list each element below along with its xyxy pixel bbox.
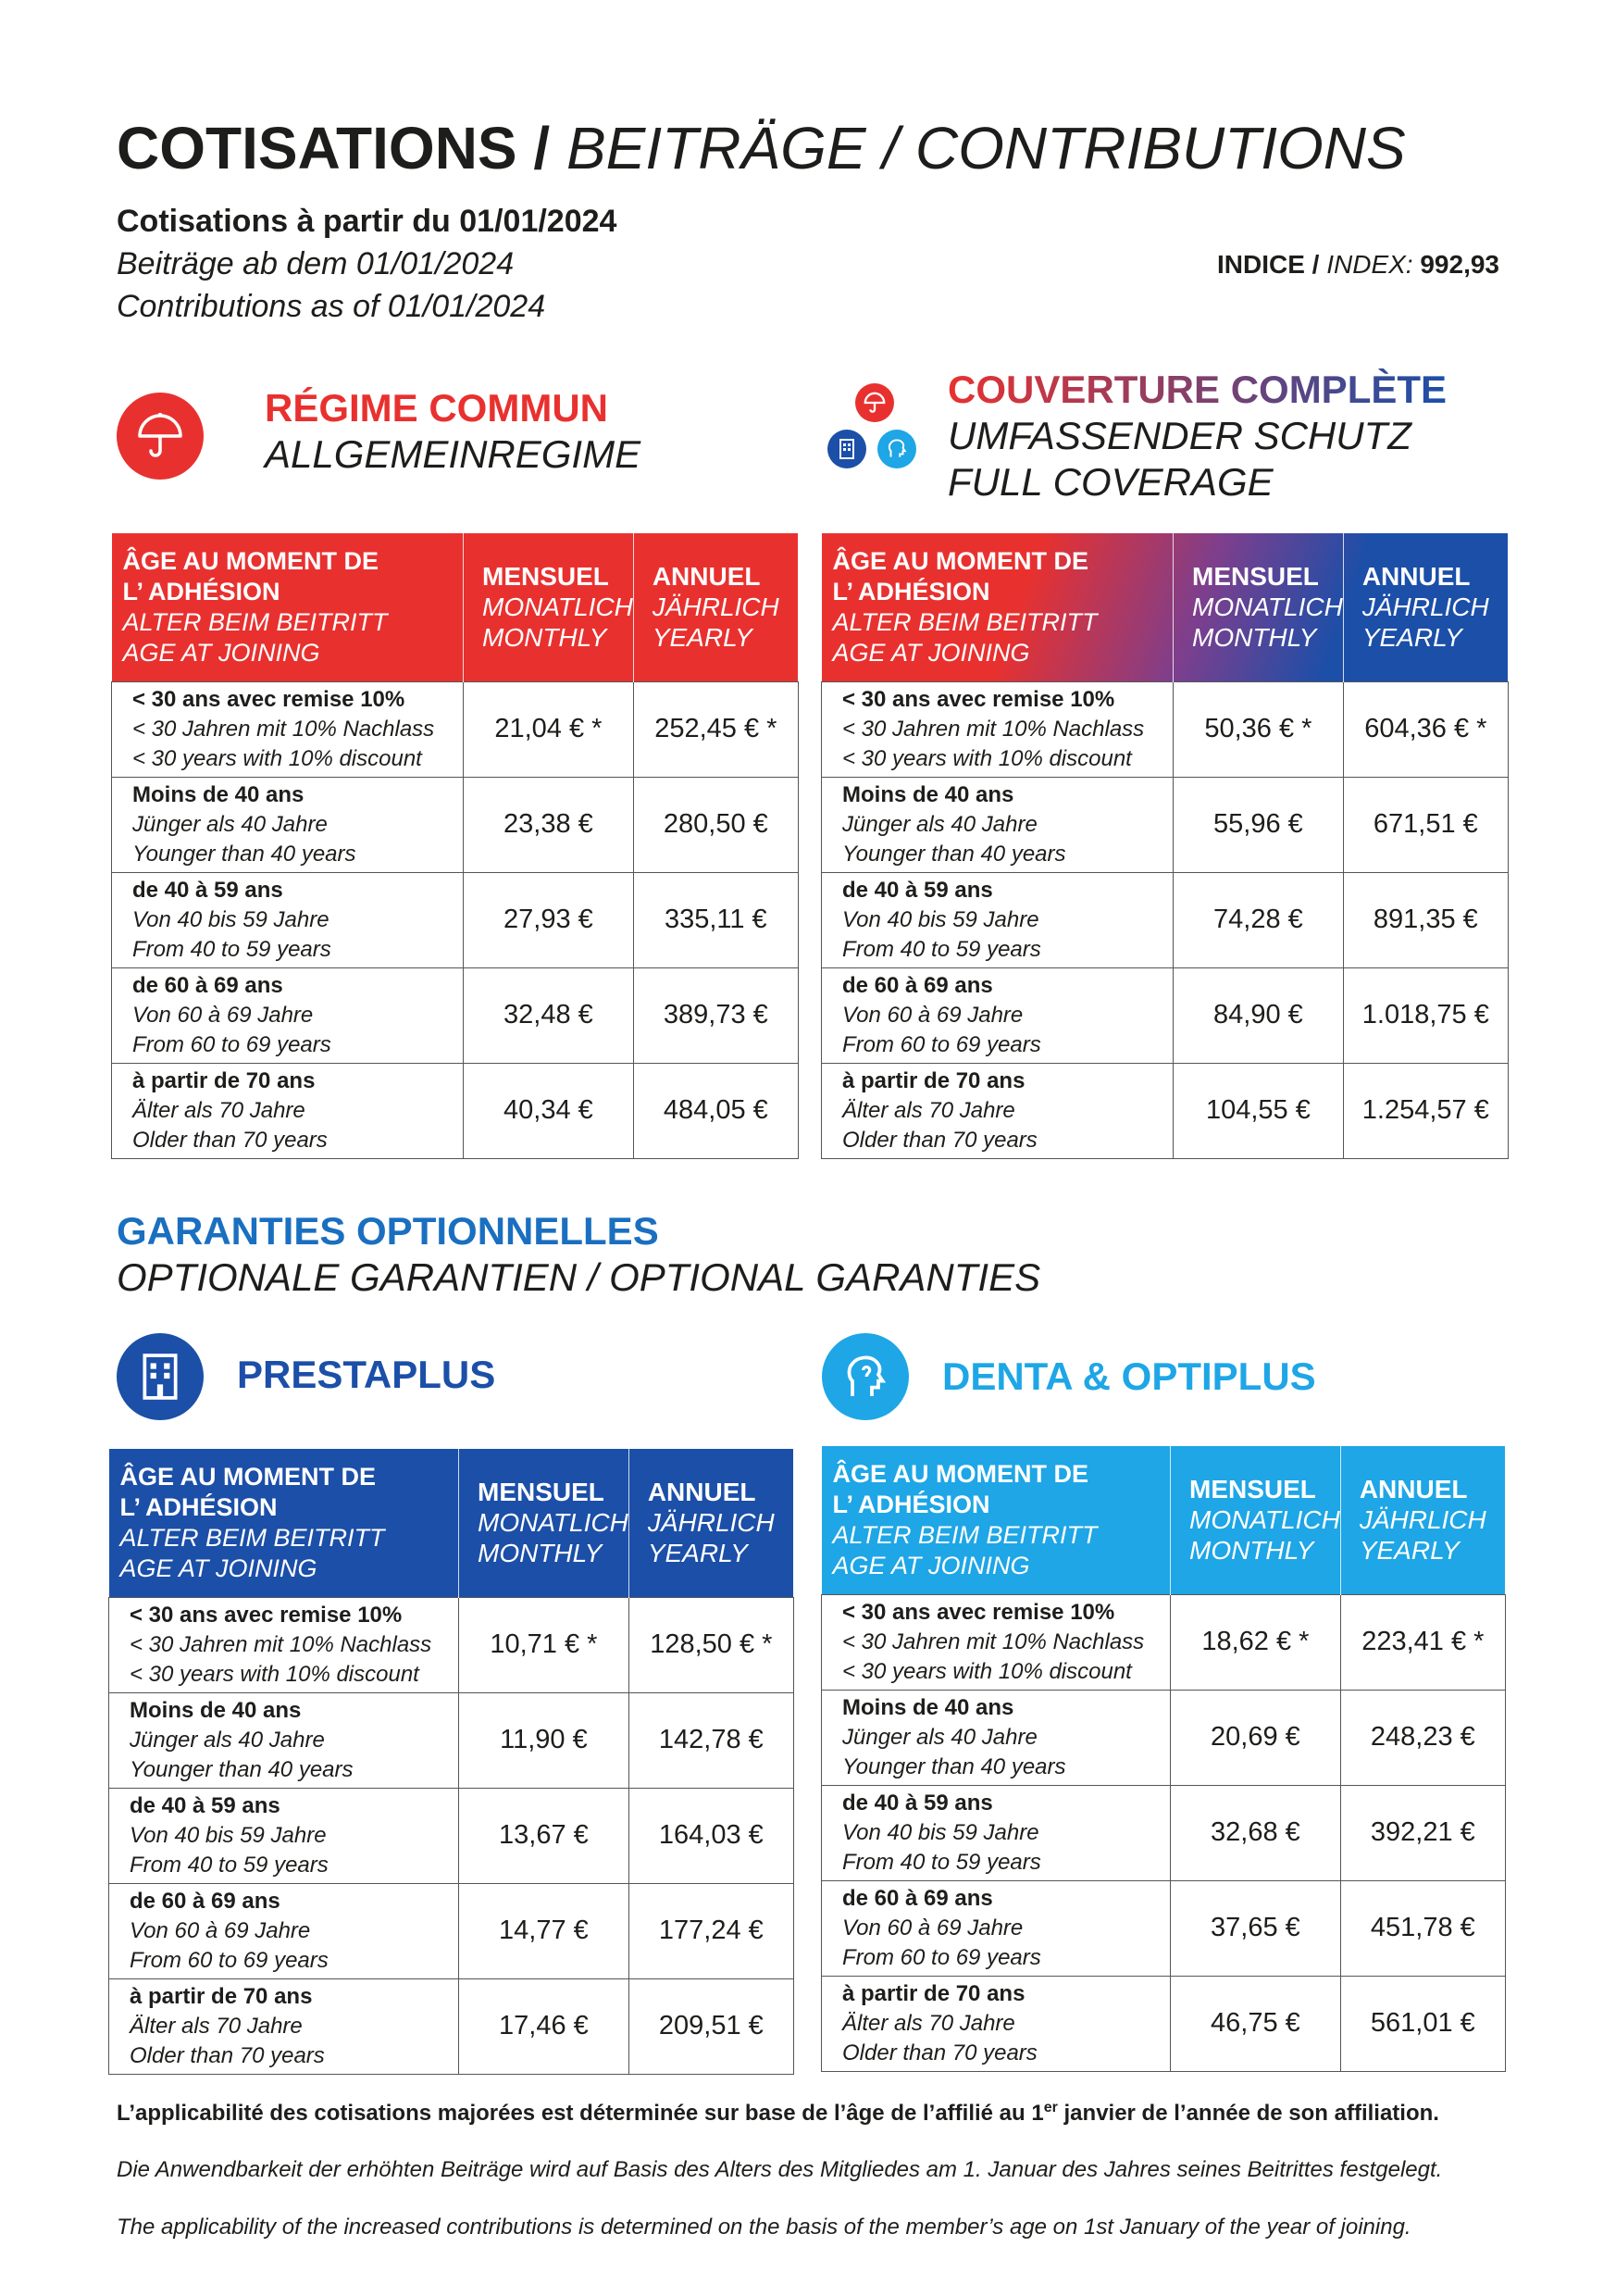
yearly-column-header (1343, 533, 1508, 681)
denta-heading (942, 1354, 1316, 1400)
yearly-amount-cell: 604,36 € * (1343, 681, 1508, 777)
monthly-amount-cell: 74,28 € (1174, 872, 1344, 967)
age-column-header (109, 1449, 459, 1597)
yearly-amount-cell: 671,51 € (1343, 777, 1508, 872)
age-header-line: AGE AT JOINING (832, 638, 1030, 667)
age-bracket-fr: à partir de 70 ans (132, 1067, 316, 1093)
table-row (822, 1976, 1506, 2071)
age-bracket-cell (112, 777, 464, 872)
age-bracket-de: Von 40 bis 59 Jahre (842, 906, 1039, 932)
yearly-amount-cell: 177,24 € (628, 1883, 793, 1978)
monthly-amount-cell: 37,65 € (1171, 1880, 1341, 1976)
yearly-amount-cell: 389,73 € (633, 967, 798, 1063)
age-bracket-de: Jünger als 40 Jahre (132, 811, 328, 837)
age-bracket-cell (109, 1692, 459, 1788)
monthly-amount-cell: 104,55 € (1174, 1063, 1344, 1158)
age-bracket-de: Älter als 70 Jahre (132, 1097, 305, 1123)
yearly-amount-cell: 392,21 € (1340, 1785, 1505, 1880)
date-de: Beiträge ab dem 01/01/2024 (117, 246, 515, 281)
age-bracket-en: From 40 to 59 years (842, 1849, 1041, 1875)
age-bracket-fr: de 40 à 59 ans (842, 877, 993, 903)
yearly-amount-cell: 451,78 € (1340, 1880, 1505, 1976)
monthly-amount-cell: 40,34 € (464, 1063, 634, 1158)
date-fr: Cotisations à partir du 01/01/2024 (117, 204, 617, 239)
age-bracket-de: Von 40 bis 59 Jahre (130, 1822, 327, 1848)
monthly-column-header (464, 533, 634, 681)
age-bracket-en: < 30 years with 10% discount (132, 745, 422, 771)
age-header-line: ÂGE AU MOMENT DE (832, 1459, 1088, 1488)
age-header-line: L’ ADHÉSION (122, 577, 280, 605)
age-bracket-fr: Moins de 40 ans (842, 781, 1014, 807)
column-header-line: ANNUEL (1359, 1475, 1468, 1504)
yearly-column-header (633, 533, 798, 681)
age-bracket-cell (109, 1597, 459, 1692)
umbrella-icon (117, 393, 204, 480)
head-profile-icon (877, 430, 916, 468)
age-bracket-de: Von 60 à 69 Jahre (842, 1002, 1024, 1028)
yearly-amount-cell: 209,51 € (628, 1978, 793, 2074)
age-bracket-cell (822, 872, 1174, 967)
yearly-amount-cell: 484,05 € (633, 1063, 798, 1158)
regime-commun-table (111, 533, 799, 1159)
yearly-amount-cell: 335,11 € (633, 872, 798, 967)
yearly-amount-cell: 248,23 € (1340, 1690, 1505, 1785)
optional-title-fr: GARANTIES OPTIONNELLES (117, 1209, 659, 1253)
age-header-line: ÂGE AU MOMENT DE (832, 546, 1088, 575)
column-header-line: MONTHLY (1192, 623, 1317, 653)
title-bold: COTISATIONS / (117, 115, 551, 181)
yearly-amount-cell: 223,41 € * (1340, 1594, 1505, 1690)
age-bracket-de: < 30 Jahren mit 10% Nachlass (842, 1628, 1145, 1654)
age-bracket-en: From 60 to 69 years (842, 1944, 1041, 1970)
age-bracket-fr: à partir de 70 ans (842, 1067, 1026, 1093)
table-header-row (822, 533, 1509, 681)
yearly-amount-cell: 1.018,75 € (1343, 967, 1508, 1063)
denta-table (821, 1446, 1506, 2072)
prestaplus-heading (237, 1352, 495, 1398)
age-header-line: L’ ADHÉSION (832, 1490, 990, 1518)
footnote-fr (117, 2100, 1439, 2127)
age-bracket-fr: < 30 ans avec remise 10% (842, 1599, 1115, 1625)
table-row (112, 967, 799, 1063)
age-bracket-en: From 60 to 69 years (132, 1031, 331, 1057)
monthly-amount-cell: 11,90 € (459, 1692, 629, 1788)
age-bracket-cell (822, 681, 1174, 777)
table-row (822, 1690, 1506, 1785)
monthly-column-header (459, 1449, 629, 1597)
regime-commun-heading (265, 385, 640, 478)
table-row (112, 681, 799, 777)
age-header-line: ALTER BEIM BEITRITT (119, 1523, 385, 1552)
monthly-amount-cell: 46,75 € (1171, 1976, 1341, 2071)
age-bracket-fr: < 30 ans avec remise 10% (132, 686, 405, 712)
monthly-amount-cell: 27,93 € (464, 872, 634, 967)
table-row (822, 1785, 1506, 1880)
column-header-line: JÄHRLICH (647, 1508, 775, 1538)
monthly-amount-cell: 10,71 € * (459, 1597, 629, 1692)
age-bracket-en: < 30 years with 10% discount (842, 745, 1132, 771)
age-bracket-en: From 60 to 69 years (130, 1947, 329, 1973)
monthly-amount-cell: 50,36 € * (1174, 681, 1344, 777)
age-bracket-de: Von 40 bis 59 Jahre (842, 1819, 1039, 1845)
age-bracket-cell (109, 1978, 459, 2074)
column-header-line: MENSUEL (482, 562, 609, 592)
footnote-fr-post: janvier de l’année de son affiliation. (1057, 2101, 1439, 2126)
age-bracket-cell (822, 1594, 1171, 1690)
age-bracket-fr: Moins de 40 ans (130, 1697, 302, 1723)
date-en: Contributions as of 01/01/2024 (117, 289, 546, 324)
column-header-line: YEARLY (652, 623, 752, 653)
table-row (109, 1597, 794, 1692)
table-row (822, 1880, 1506, 1976)
age-bracket-cell (109, 1883, 459, 1978)
optional-guarantees-heading (117, 1208, 1040, 1301)
column-header-line: MENSUEL (1192, 562, 1319, 592)
column-header-line: MONATLICH (1192, 593, 1343, 622)
monthly-amount-cell: 13,67 € (459, 1788, 629, 1883)
prestaplus-title: PRESTAPLUS (237, 1353, 496, 1396)
age-bracket-fr: Moins de 40 ans (132, 781, 305, 807)
monthly-column-header (1174, 533, 1344, 681)
age-bracket-en: Older than 70 years (842, 1127, 1038, 1153)
table-row (109, 1978, 794, 2074)
yearly-amount-cell: 1.254,57 € (1343, 1063, 1508, 1158)
monthly-amount-cell: 20,69 € (1171, 1690, 1341, 1785)
age-bracket-fr: de 60 à 69 ans (132, 972, 283, 998)
denta-title: DENTA & OPTIPLUS (942, 1354, 1316, 1398)
age-bracket-fr: de 60 à 69 ans (842, 972, 993, 998)
hospital-icon (827, 430, 866, 468)
table-row (109, 1692, 794, 1788)
age-bracket-en: Younger than 40 years (130, 1756, 354, 1782)
age-bracket-cell (112, 1063, 464, 1158)
column-header-line: MENSUEL (478, 1478, 604, 1507)
column-header-line: YEARLY (1361, 623, 1462, 653)
age-bracket-de: < 30 Jahren mit 10% Nachlass (842, 716, 1145, 742)
age-bracket-de: Jünger als 40 Jahre (130, 1727, 325, 1753)
table-row (822, 681, 1509, 777)
age-bracket-cell (822, 1880, 1171, 1976)
column-header-line: JÄHRLICH (652, 593, 779, 622)
monthly-amount-cell: 55,96 € (1174, 777, 1344, 872)
age-header-line: AGE AT JOINING (122, 638, 320, 667)
head-profile-icon (822, 1333, 909, 1420)
age-bracket-en: From 40 to 59 years (842, 936, 1041, 962)
table-header-row (109, 1449, 794, 1597)
monthly-column-header (1171, 1446, 1341, 1594)
age-bracket-cell (112, 967, 464, 1063)
age-bracket-cell (112, 681, 464, 777)
age-bracket-de: Jünger als 40 Jahre (842, 1724, 1038, 1750)
column-header-line: ANNUEL (652, 562, 761, 592)
age-bracket-cell (109, 1788, 459, 1883)
column-header-line: MONTHLY (478, 1539, 603, 1568)
age-header-line: L’ ADHÉSION (832, 577, 990, 605)
yearly-amount-cell: 252,45 € * (633, 681, 798, 777)
age-bracket-de: Älter als 70 Jahre (130, 2013, 303, 2039)
monthly-amount-cell: 32,68 € (1171, 1785, 1341, 1880)
column-header-line: ANNUEL (1361, 562, 1471, 592)
age-header-line: ALTER BEIM BEITRITT (832, 607, 1098, 636)
age-bracket-en: < 30 years with 10% discount (130, 1661, 419, 1687)
column-header-line: JÄHRLICH (1359, 1505, 1486, 1535)
age-header-line: ÂGE AU MOMENT DE (119, 1462, 376, 1491)
table-row (822, 1063, 1509, 1158)
column-header-line: MENSUEL (1189, 1475, 1316, 1504)
footnote-en: The applicability of the increased contributions is determined on the basis of the member’s age on 1st January of the year of joining. (117, 2215, 1411, 2240)
column-header-line: MONATLICH (1189, 1505, 1340, 1535)
table-row (112, 777, 799, 872)
table-header-row (112, 533, 799, 681)
table-row (822, 1594, 1506, 1690)
yearly-amount-cell: 128,50 € * (628, 1597, 793, 1692)
monthly-amount-cell: 18,62 € * (1171, 1594, 1341, 1690)
age-bracket-de: Von 60 à 69 Jahre (842, 1915, 1024, 1940)
age-header-line: AGE AT JOINING (119, 1554, 317, 1582)
age-bracket-cell (822, 1063, 1174, 1158)
column-header-line: MONTHLY (482, 623, 607, 653)
age-bracket-en: Older than 70 years (132, 1127, 328, 1153)
age-bracket-fr: Moins de 40 ans (842, 1694, 1014, 1720)
index-number: 992,93 (1412, 250, 1499, 279)
column-header-line: YEARLY (647, 1539, 748, 1568)
age-bracket-de: < 30 Jahren mit 10% Nachlass (130, 1631, 432, 1657)
age-bracket-en: From 60 to 69 years (842, 1031, 1041, 1057)
index-value (1217, 250, 1499, 280)
validity-dates (117, 200, 616, 328)
table-row (112, 872, 799, 967)
age-bracket-fr: à partir de 70 ans (842, 1980, 1026, 2006)
index-label-fr: INDICE / (1216, 250, 1320, 279)
table-row (822, 777, 1509, 872)
age-header-line: AGE AT JOINING (832, 1551, 1030, 1579)
regime-title-fr: RÉGIME COMMUN (265, 386, 608, 430)
prestaplus-table (108, 1449, 794, 2075)
footnote-fr-pre: L’applicabilité des cotisations majorées est déterminée sur base de l’âge de l’affilié au 1 (117, 2101, 1044, 2126)
yearly-column-header (1340, 1446, 1505, 1594)
yearly-amount-cell: 561,01 € (1340, 1976, 1505, 2071)
table-row (109, 1788, 794, 1883)
footnote-fr-sup: er (1043, 2100, 1058, 2115)
umbrella-icon (855, 383, 894, 422)
column-header-line: MONATLICH (478, 1508, 628, 1538)
age-bracket-fr: de 60 à 69 ans (130, 1888, 280, 1914)
age-bracket-en: Younger than 40 years (842, 841, 1066, 867)
monthly-amount-cell: 21,04 € * (464, 681, 634, 777)
table-row (822, 872, 1509, 967)
age-bracket-en: Younger than 40 years (842, 1753, 1066, 1779)
age-bracket-en: From 40 to 59 years (132, 936, 331, 962)
age-bracket-fr: < 30 ans avec remise 10% (842, 686, 1115, 712)
age-bracket-de: Älter als 70 Jahre (842, 1097, 1015, 1123)
age-bracket-en: From 40 to 59 years (130, 1852, 329, 1878)
age-bracket-de: Jünger als 40 Jahre (842, 811, 1038, 837)
age-bracket-en: Younger than 40 years (132, 841, 356, 867)
title-italic: BEITRÄGE / CONTRIBUTIONS (550, 115, 1406, 181)
age-bracket-cell (822, 777, 1174, 872)
age-header-line: ALTER BEIM BEITRITT (832, 1520, 1098, 1549)
full-coverage-heading (948, 367, 1447, 505)
monthly-amount-cell: 14,77 € (459, 1883, 629, 1978)
age-bracket-de: Von 60 à 69 Jahre (130, 1917, 311, 1943)
column-header-line: YEARLY (1359, 1536, 1460, 1566)
age-bracket-cell (822, 967, 1174, 1063)
table-row (822, 967, 1509, 1063)
monthly-amount-cell: 84,90 € (1174, 967, 1344, 1063)
full-title-fr: COUVERTURE COMPLÈTE (948, 368, 1448, 411)
age-bracket-cell (822, 1976, 1171, 2071)
column-header-line: MONTHLY (1189, 1536, 1314, 1566)
age-bracket-de: Von 40 bis 59 Jahre (132, 906, 329, 932)
age-bracket-fr: < 30 ans avec remise 10% (130, 1602, 403, 1628)
age-header-line: L’ ADHÉSION (119, 1492, 278, 1521)
monthly-amount-cell: 17,46 € (459, 1978, 629, 2074)
age-bracket-fr: à partir de 70 ans (130, 1983, 313, 2009)
yearly-amount-cell: 891,35 € (1343, 872, 1508, 967)
page-title (117, 111, 1406, 185)
age-bracket-de: Von 60 à 69 Jahre (132, 1002, 314, 1028)
footnote-de: Die Anwendbarkeit der erhöhten Beiträge wird auf Basis des Alters des Mitgliedes am 1. Januar des Jahres seines Beitrittes festgelegt. (117, 2157, 1443, 2182)
age-bracket-fr: de 40 à 59 ans (842, 1790, 993, 1816)
age-bracket-en: < 30 years with 10% discount (842, 1658, 1132, 1684)
age-bracket-cell (112, 872, 464, 967)
yearly-amount-cell: 142,78 € (628, 1692, 793, 1788)
monthly-amount-cell: 32,48 € (464, 967, 634, 1063)
age-bracket-de: < 30 Jahren mit 10% Nachlass (132, 716, 435, 742)
age-bracket-cell (822, 1785, 1171, 1880)
table-header-row (822, 1446, 1506, 1594)
age-bracket-fr: de 40 à 59 ans (130, 1792, 280, 1818)
age-bracket-de: Älter als 70 Jahre (842, 2010, 1015, 2036)
age-header-line: ALTER BEIM BEITRITT (122, 607, 388, 636)
full-title-en: FULL COVERAGE (948, 460, 1274, 504)
column-header-line: MONATLICH (482, 593, 633, 622)
age-column-header (822, 1446, 1171, 1594)
optional-title-de-en: OPTIONALE GARANTIEN / OPTIONAL GARANTIES (117, 1255, 1041, 1299)
full-title-de: UMFASSENDER SCHUTZ (948, 414, 1411, 457)
age-column-header (822, 533, 1174, 681)
regime-title-de: ALLGEMEINREGIME (265, 432, 641, 476)
column-header-line: JÄHRLICH (1361, 593, 1489, 622)
age-bracket-fr: de 60 à 69 ans (842, 1885, 993, 1911)
age-bracket-fr: de 40 à 59 ans (132, 877, 283, 903)
monthly-amount-cell: 23,38 € (464, 777, 634, 872)
table-row (109, 1883, 794, 1978)
hospital-icon (117, 1333, 204, 1420)
table-row (112, 1063, 799, 1158)
index-label-en: INDEX: (1319, 250, 1413, 279)
age-header-line: ÂGE AU MOMENT DE (122, 546, 379, 575)
age-bracket-en: Older than 70 years (130, 2042, 325, 2068)
column-header-line: ANNUEL (647, 1478, 756, 1507)
yearly-amount-cell: 164,03 € (628, 1788, 793, 1883)
age-column-header (112, 533, 464, 681)
full-coverage-table (821, 533, 1509, 1159)
yearly-amount-cell: 280,50 € (633, 777, 798, 872)
age-bracket-cell (822, 1690, 1171, 1785)
age-bracket-en: Older than 70 years (842, 2040, 1038, 2065)
yearly-column-header (628, 1449, 793, 1597)
